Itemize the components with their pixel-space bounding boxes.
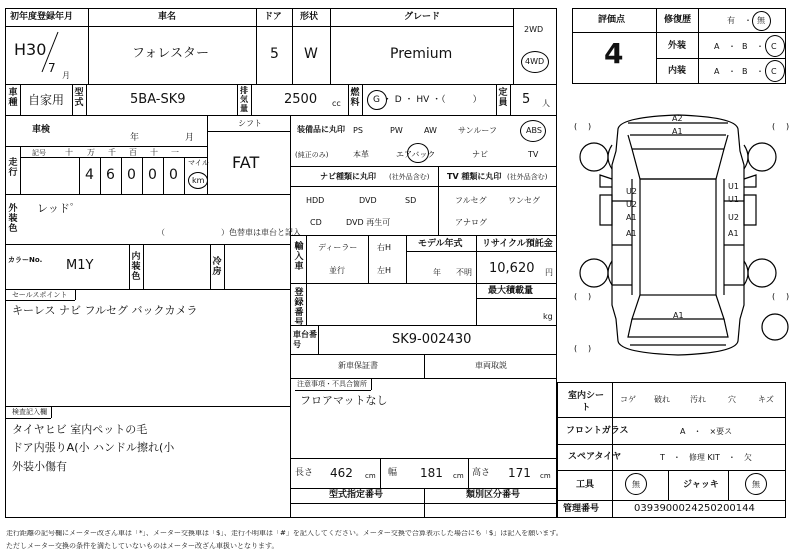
windshield-label: フロントガラス: [566, 426, 629, 436]
ext-option: B: [742, 42, 748, 51]
damage-label: A2: [672, 114, 683, 123]
damage-label: A1: [626, 229, 637, 238]
nav-item: DVD 再生可: [346, 218, 391, 227]
nav-item: CD: [310, 218, 322, 227]
equipment-item: サンルーフ: [458, 126, 497, 135]
tv-sub: (社外品含む): [507, 173, 548, 181]
car-name-label: 車名: [158, 12, 177, 22]
int-option: A: [714, 67, 720, 76]
model-year-label: モデル年式: [418, 239, 463, 249]
ext-option: ・: [728, 42, 736, 51]
width-label: 幅: [388, 468, 398, 478]
footnote-line1: 走行距離の記号欄にメーター改ざん車は「*」、メーター交換車は「$」、走行不明車は「#」を記入してください。メーター交換で合算表示した場合にも「$」は記入を願います。: [6, 530, 563, 537]
import-right: 右H: [377, 243, 392, 252]
mileage-digit: 0: [169, 167, 178, 183]
int-option: C: [771, 67, 777, 76]
int-option: B: [742, 67, 748, 76]
svg-text:): ): [588, 344, 592, 353]
mileage-unit: 十: [150, 148, 158, 157]
damage-label: U1: [728, 195, 739, 204]
ext-option: ・: [756, 42, 764, 51]
shift-label: シフト: [238, 119, 262, 128]
nav-item: HDD: [306, 196, 325, 205]
height-cm: cm: [540, 472, 551, 480]
drive-2wd: 2WD: [524, 25, 544, 34]
grade-label: グレード: [404, 12, 441, 22]
mileage-unit: 一: [171, 148, 179, 157]
sheet-item: 汚れ: [690, 395, 706, 404]
svg-text:): ): [786, 292, 790, 301]
inspector-line: 外装小傷有: [12, 460, 67, 473]
mileage-unit: 十: [65, 148, 73, 157]
sheet-item: 穴: [728, 395, 736, 404]
exterior-label: 外装色: [8, 204, 18, 234]
interior-sheet-label: 室内シート: [567, 391, 604, 413]
damage-label: U2: [626, 187, 637, 196]
door-value: 5: [270, 46, 279, 62]
repair-option: 無: [757, 16, 765, 25]
width-value: 181: [420, 466, 443, 480]
sales-points-text: キーレス ナビ フルセグ バックカメラ: [12, 304, 198, 317]
type-label: 型式指定番号: [329, 490, 384, 500]
equipment-item: 本革: [353, 150, 369, 159]
repair-option: ・: [744, 16, 752, 25]
spare-options: T ・ 修理 KIT ・ 欠: [660, 453, 752, 462]
mileage-unit: 万: [87, 148, 95, 157]
damage-label: A1: [672, 127, 683, 136]
tools-label: 工具: [576, 480, 595, 490]
first-reg-month: 7: [48, 61, 56, 75]
ext-label: 外装: [668, 41, 687, 51]
usage-label: 車種: [8, 88, 18, 108]
recycle-value: 10,620: [489, 261, 535, 276]
equipment-item: PW: [390, 126, 403, 135]
exterior-value: レッドﾟ: [37, 202, 76, 215]
capacity-label: 定員: [498, 88, 508, 108]
jack-label: ジャッキ: [683, 480, 719, 490]
length-label: 長さ: [295, 468, 314, 478]
length-cm: cm: [365, 472, 376, 480]
inspection-year-unit: 年: [130, 133, 140, 143]
damage-label: A1: [673, 311, 684, 320]
damage-label: U2: [626, 200, 637, 209]
import-dealer: ディーラー: [318, 243, 358, 252]
svg-text:): ): [786, 122, 790, 131]
import-parallel: 並行: [329, 266, 345, 275]
equipment-item: TV: [528, 150, 539, 159]
svg-text:): ): [588, 122, 592, 131]
int-option: ・: [728, 67, 736, 76]
notes-text: フロアマットなし: [300, 394, 388, 407]
chassis-label: 車台番号: [293, 330, 317, 349]
mileage-digit: 0: [127, 167, 136, 183]
cc-unit: cc: [332, 99, 341, 108]
car-diagram: [560, 105, 796, 365]
import-label: 輸入車: [294, 242, 304, 272]
mileage-label: 走行: [8, 158, 18, 178]
usage-value: 自家用: [28, 93, 65, 107]
repair-label: 修復歴: [664, 15, 692, 25]
inspector-label: 検査記入欄: [12, 408, 47, 416]
inspection-month-unit: 月: [185, 133, 195, 143]
nav-item: DVD: [359, 196, 377, 205]
nav-item: SD: [405, 196, 417, 205]
nav-label: ナビ種類に丸印: [320, 172, 376, 181]
inspector-line: タイヤヒビ 室内ペットの毛: [12, 423, 148, 436]
color-no-label: カラーNo.: [8, 256, 43, 264]
interior-color-label: 内装色: [131, 252, 141, 282]
score-value: 4: [604, 37, 624, 70]
circle-mark: [407, 143, 429, 163]
km-label: km: [192, 176, 205, 185]
warranty-label: 新車保証書: [338, 361, 378, 370]
inspector-line: ドア内張りA(小 ハンドル擦れ(小: [12, 441, 175, 454]
footnote-line2: ただしメーター交換の条件を満たしていないものはメーター改ざん車扱いとなります。: [6, 542, 279, 550]
length-value: 462: [330, 466, 353, 480]
inspection-label: 車検: [32, 125, 51, 135]
score-label: 評価点: [598, 15, 626, 25]
svg-text:): ): [588, 292, 592, 301]
equipment-item: PS: [353, 126, 363, 135]
tv-item: フルセグ: [455, 196, 487, 205]
recycle-label: リサイクル預託金: [482, 239, 553, 249]
grade-value: Premium: [390, 46, 453, 62]
equipment-item: エアバック: [396, 150, 436, 159]
mileage-unit: 千: [108, 148, 116, 157]
displacement-value: 2500: [284, 92, 318, 107]
sheet-item: 破れ: [654, 395, 670, 404]
sheet-item: コゲ: [620, 395, 636, 404]
mileage-sub-label: 記号: [32, 149, 46, 157]
mileage-digit: 0: [148, 167, 157, 183]
svg-text:(: (: [772, 122, 776, 131]
manual-label: 車両取説: [475, 361, 507, 370]
equipment-sublabel: (純正のみ): [295, 151, 329, 159]
class-label: 類別区分番号: [466, 490, 521, 500]
mileage-digit: 4: [85, 167, 94, 183]
first-reg-label: 初年度登録年月: [10, 12, 74, 22]
first-reg-year: H30: [14, 40, 47, 59]
svg-text:(: (: [772, 292, 776, 301]
cold-label: 冷房: [212, 257, 222, 277]
jack-value: 無: [752, 480, 760, 489]
exterior-note: （ ）色替車は車台と記入: [157, 228, 301, 237]
tools-value: 無: [632, 480, 640, 489]
ext-option: C: [771, 42, 777, 51]
equipment-label: 装備品に丸印: [297, 125, 345, 134]
nav-sub: (社外品含む): [389, 173, 430, 181]
mile-label: マイル: [188, 159, 209, 167]
height-value: 171: [508, 466, 531, 480]
notes-label: 注意事項・不具合箇所: [297, 380, 367, 388]
circle-mark: [520, 120, 546, 142]
displacement-label: 排気量: [240, 86, 248, 113]
mileage-digit: 6: [106, 167, 115, 183]
mileage-unit: 百: [129, 148, 137, 157]
shape-value: W: [304, 46, 318, 62]
height-label: 高さ: [472, 468, 491, 478]
svg-text:(: (: [574, 292, 578, 301]
tv-label: TV 種類に丸印: [447, 172, 502, 181]
fuel-label: 燃料: [350, 88, 360, 108]
damage-label: U1: [728, 182, 739, 191]
capacity-unit: 人: [542, 99, 550, 108]
equipment-item: AW: [424, 126, 437, 135]
svg-text:(: (: [574, 344, 578, 353]
max-load-label: 最大積載量: [488, 286, 534, 296]
sheet-item: キズ: [758, 395, 774, 404]
drive-4wd: 4WD: [525, 57, 545, 66]
shape-label: 形状: [300, 12, 319, 22]
damage-label: U2: [728, 213, 739, 222]
damage-label: A1: [626, 213, 637, 222]
mgmt-label: 管理番号: [563, 504, 600, 514]
mgmt-value: 0393900024250200144: [634, 503, 755, 514]
repair-option: 有: [727, 16, 735, 25]
equipment-item: ABS: [526, 126, 542, 135]
damage-label: A1: [728, 229, 739, 238]
equipment-item: ナビ: [472, 150, 488, 159]
import-left: 左H: [377, 266, 392, 275]
first-reg-month-unit: 月: [62, 71, 70, 80]
door-label: ドア: [264, 12, 282, 22]
chassis-value: SK9-002430: [392, 332, 472, 347]
int-label: 内装: [668, 66, 687, 76]
width-cm: cm: [453, 472, 464, 480]
shift-value: FAT: [232, 153, 260, 172]
yen-unit: 円: [545, 268, 553, 277]
model-label: 型式: [74, 88, 84, 108]
spare-label: スペアタイヤ: [568, 452, 622, 462]
car-name: フォレスター: [132, 46, 209, 61]
model-value: 5BA-SK9: [130, 92, 186, 107]
ext-option: A: [714, 42, 720, 51]
int-option: ・: [756, 67, 764, 76]
windshield-options: A ・ ×要ス: [680, 427, 733, 436]
model-year-unknown: 不明: [456, 268, 472, 277]
fuel-options: G ・ D ・ HV ・（ ）: [373, 95, 482, 105]
sales-points-label: セールスポイント: [12, 291, 68, 299]
svg-text:(: (: [574, 122, 578, 131]
color-no-value: M1Y: [66, 258, 94, 273]
reg-no-label: 登録番号: [294, 288, 304, 328]
tv-item: ワンセグ: [508, 196, 540, 205]
capacity-value: 5: [522, 92, 531, 107]
model-year-unit: 年: [433, 268, 441, 277]
tv-item: アナログ: [455, 218, 487, 227]
kg-unit: kg: [543, 312, 553, 321]
